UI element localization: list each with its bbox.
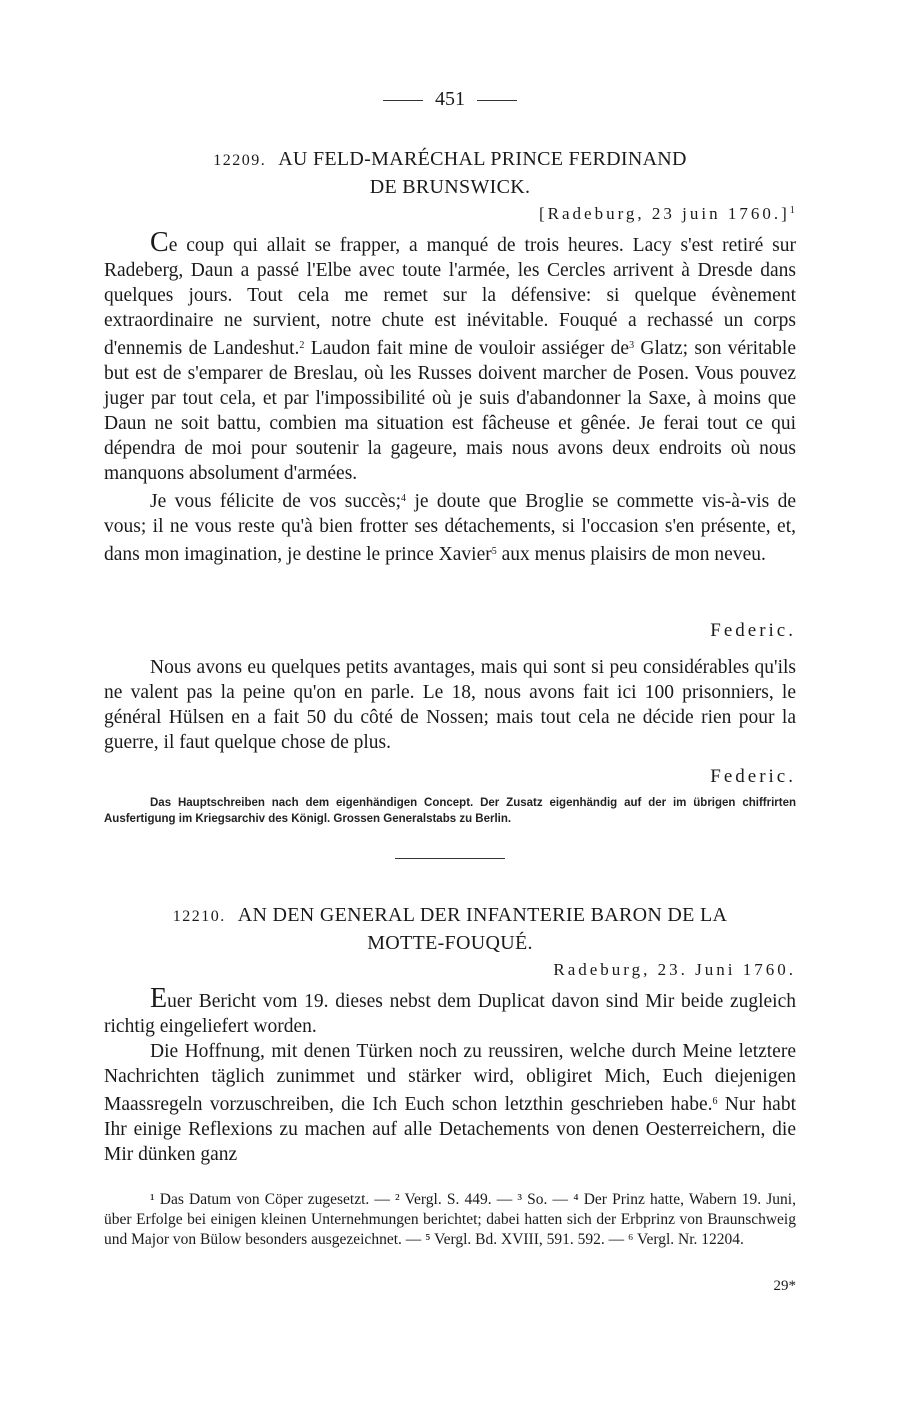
paragraph-text: je doute que Broglie se commette vis-à-vis de vous; il ne vous reste qu'à bien frotter ses détachements, si l'occasion s'en présente, et, dans mon imagination, je destine le prince Xavier [104, 491, 797, 565]
paragraph-text: Laudon fait mine de vouloir assiéger de [304, 338, 630, 359]
paragraph-text: Nur habt Ihr einige Reflexions zu machen auf alle Detachements von denen Oesterreichern, die Mir dünken ganz [104, 1094, 796, 1165]
paragraph [104, 227, 796, 486]
letter-title-line2: DE BRUNSWICK. [369, 176, 531, 198]
footnote-ref: 6 [712, 1096, 718, 1107]
page-number [104, 88, 796, 111]
dateline-text: Radeburg, 23. Juni 1760. [553, 960, 796, 979]
letter-12209-body [104, 227, 797, 567]
footnote-ref: 2 [299, 340, 305, 351]
letter-title-line1: AU FELD-MARÉCHAL PRINCE FERDINAND [278, 148, 687, 170]
page-number-dash-right [477, 100, 517, 101]
paragraph-text: Glatz; son véritable but est de s'emparer de Breslau, où les Russes doivent marcher de Posen. Vous pouvez juger par tout cela, et par l'impossibilité où je suis d'abandonner la Saxe, à moins que Daun ne soit battu, combien ma situation est fâcheuse et gênée. Je ferai tout ce qui dépendra de moi pour soutenir la gageure, mais nous avons deux endroits où nous manquons absolument d'armées. [104, 338, 796, 484]
letter-title-line1: AN DEN GENERAL DER INFANTERIE BARON DE LA [237, 904, 728, 926]
source-note: Das Hauptschreiben nach dem eigenhändigen Concept. Der Zusatz eigenhändig auf der im übrigen chiffrirten Ausfertigung im Kriegsarchiv des Königl. Grossen Generalstabs zu Berlin. [104, 797, 796, 825]
letter-12210-body [104, 983, 796, 1167]
initial-letter: E [150, 983, 168, 1014]
letter-12210-heading [104, 902, 796, 956]
signature: Federic. [710, 766, 796, 787]
paragraph: Nous avons eu quelques petits avantages, mais qui sont si peu considérables qu'ils ne valent pas la peine qu'on en parle. Le 18, nous avons fait ici 100 prisonniers, le général Hülsen en a fait 50 du côté de Nossen; mais tout cela ne décide rien pour la guerre, il faut quelque chose de plus. [104, 657, 796, 753]
page-number-dash-left [383, 100, 423, 101]
letter-12209-dateline [104, 204, 796, 224]
letter-number: 12209. [213, 152, 267, 169]
paragraph-text: aux menus plaisirs de mon neveu. [496, 544, 766, 565]
footnote-ref: 1 [789, 205, 796, 216]
paragraph [104, 486, 796, 567]
paragraph [104, 983, 796, 1039]
paragraph-text: e coup qui allait se frapper, a manqué de trois heures. Lacy s'est retiré sur Radeberg, Daun a passé l'Elbe avec toute l'armée, les Cercles arrivent à Dresde dans quelques jours. Tout cela me remet sur la défensive: si quelque évènement extraordinaire ne survient, notre chute est inévitable. Fouqué a rechassé un corps d'ennemis de Landeshut. [104, 235, 796, 359]
footnotes: ¹ Das Datum von Cöper zugesetzt. — ² Vergl. S. 449. — ³ So. — ⁴ Der Prinz hatte, Wabern 19. Juni, über Erfolge bei einigen kleinen Unternehmungen berichtet; dabei hatten sich der Erbprinz von Braunschweig und Major von Bülow besonders ausgezeichnet. — ⁵ Vergl. Bd. XVIII, 591. 592. — ⁶ Vergl. Nr. 12204. [104, 1191, 796, 1248]
signature: Federic. [710, 620, 796, 641]
initial-letter: C [150, 227, 169, 258]
letter-number: 12210. [172, 908, 226, 925]
footnote-ref: 3 [629, 340, 635, 351]
paragraph-text: Die Hoffnung, mit denen Türken noch zu reussiren, welche durch Meine letztere Nachrichten täglich zunimmet und stärker wird, obligiret Mich, Euch diejenigen Maassregeln vorzuschreiben, die Ich Euch schon letzthin geschrieben habe. [104, 1041, 796, 1115]
letter-12209-heading [104, 146, 796, 200]
footnote-ref: 5 [491, 546, 497, 557]
letter-title-line2: MOTTE-FOUQUÉ. [367, 932, 533, 954]
section-divider [104, 858, 796, 859]
divider-rule [395, 858, 505, 859]
letter-12210-dateline [104, 960, 796, 980]
letter-title [104, 902, 796, 956]
signature-mark: 29* [773, 1278, 796, 1294]
paragraph [104, 1039, 796, 1167]
page-number-text: 451 [435, 88, 465, 110]
footnote-ref: 4 [401, 493, 407, 504]
paragraph-text: Je vous félicite de vos succès; [150, 491, 402, 512]
dateline-text: [Radeburg, 23 juin 1760.] [538, 204, 790, 223]
paragraph-text: uer Bericht vom 19. dieses nebst dem Duplicat davon sind Mir beide zugleich richtig eingeliefert worden. [104, 991, 796, 1037]
letter-title [104, 146, 796, 200]
letter-12209-postscript [104, 655, 796, 755]
